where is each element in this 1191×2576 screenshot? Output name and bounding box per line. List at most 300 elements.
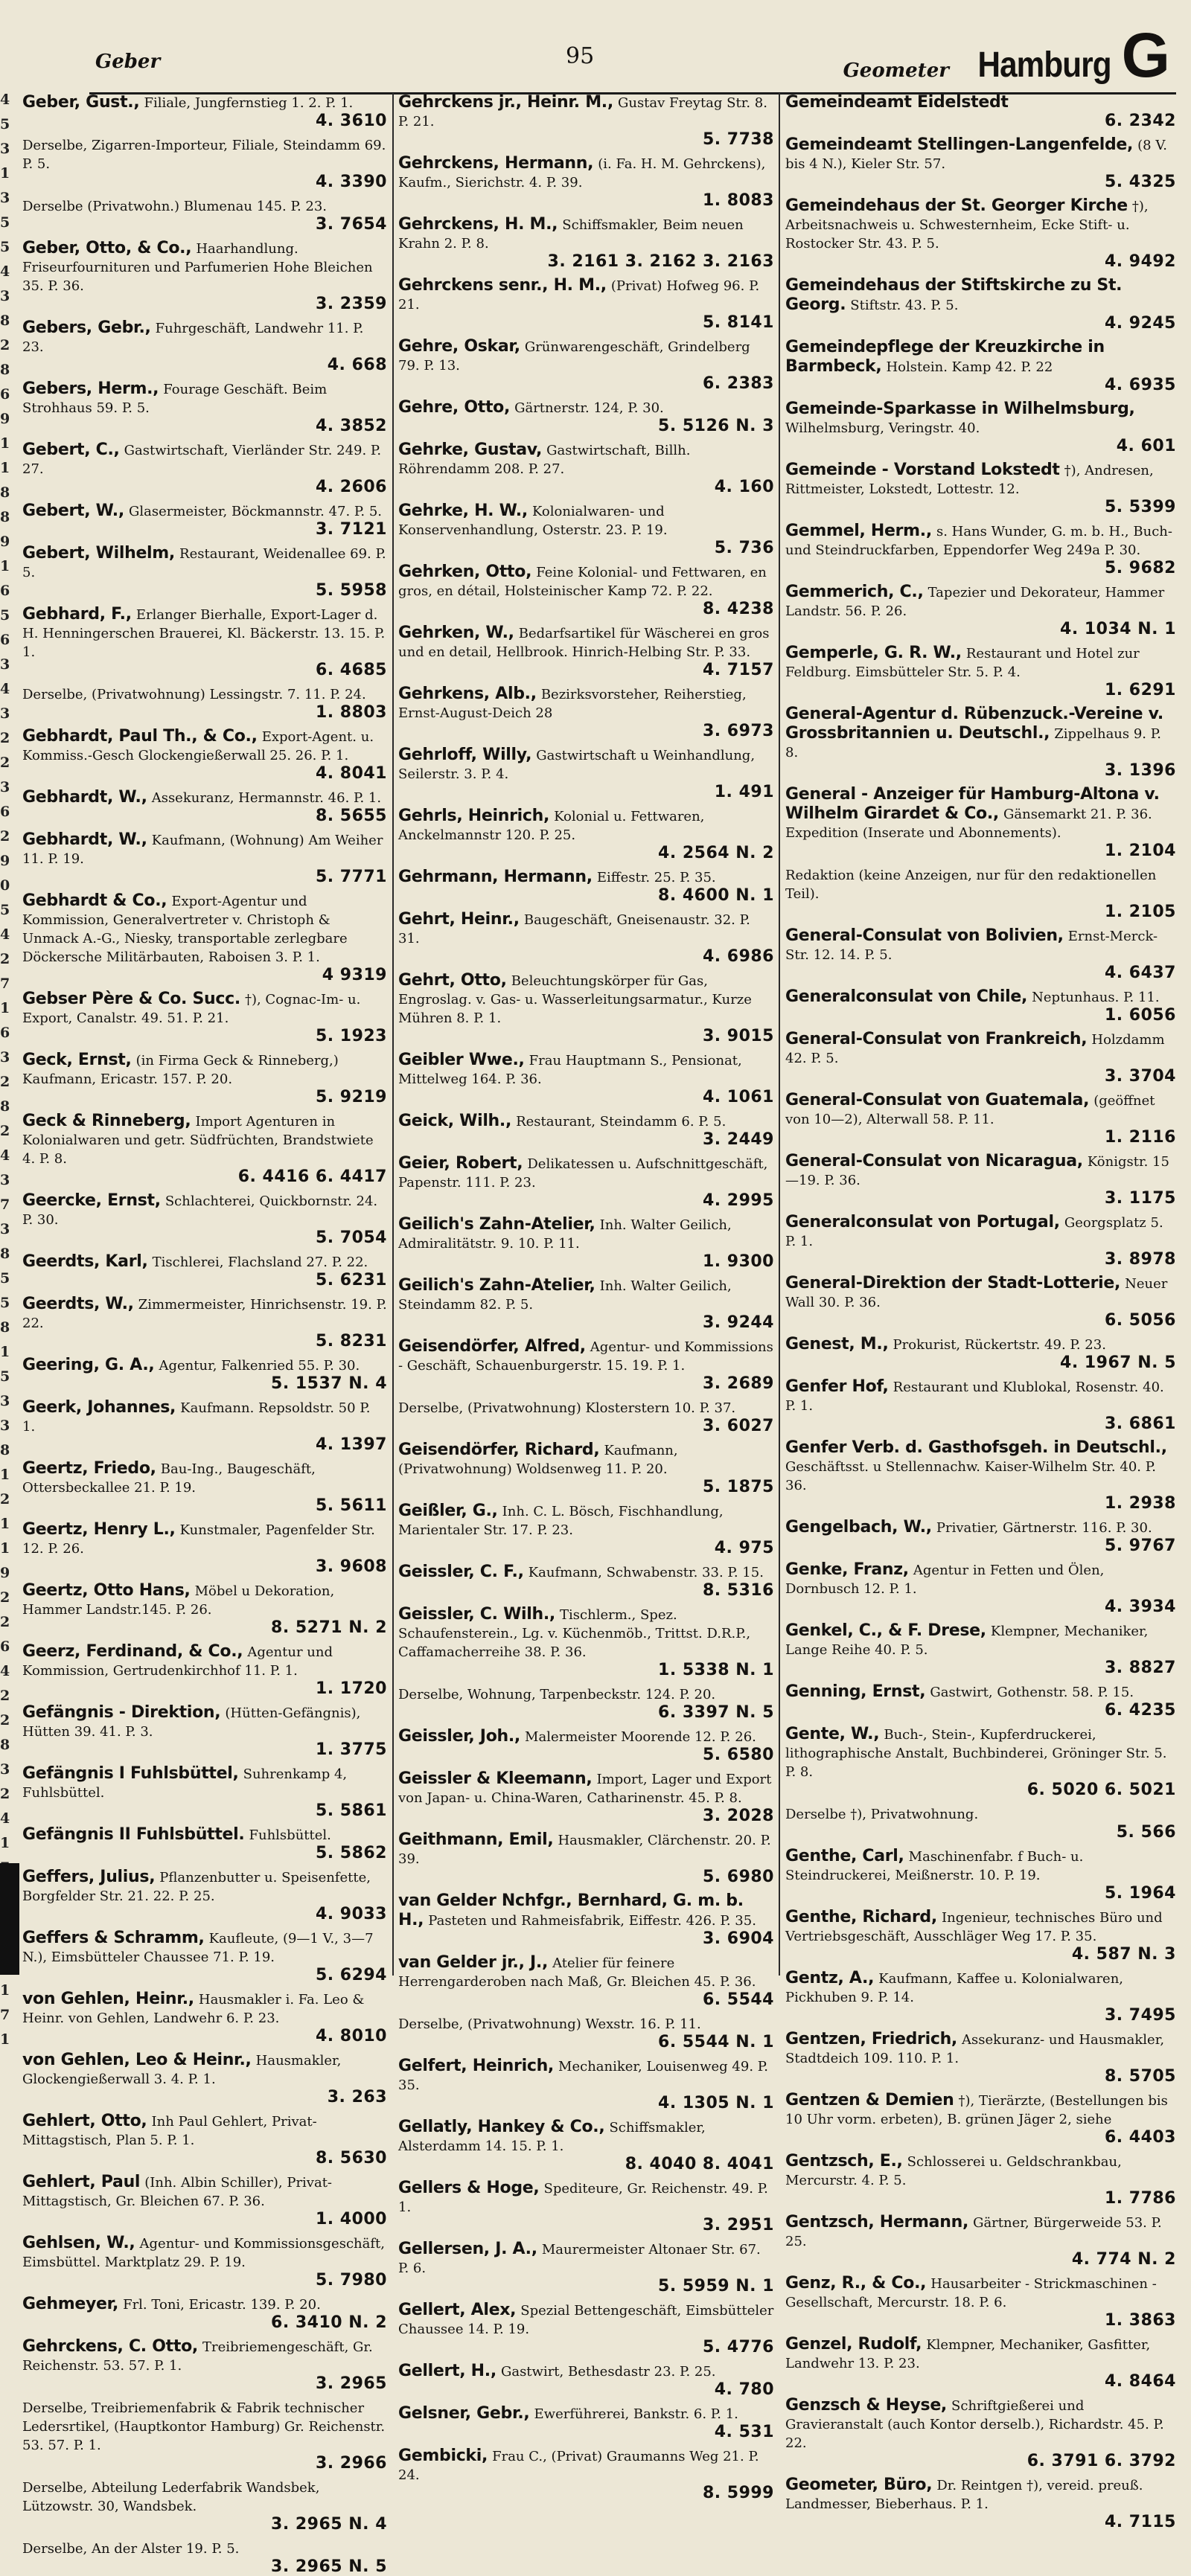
directory-entry (398, 1605, 774, 1679)
entry-name: Geck & Rinneberg, (22, 1112, 191, 1130)
entry-phone-number: 5. 4776 (702, 2338, 774, 2356)
entry-phone-number: 1. 6056 (1104, 1006, 1176, 1025)
margin-fragment: 1 (0, 1467, 10, 1483)
directory-entry (398, 807, 774, 862)
margin-fragment: 3 (0, 1393, 10, 1409)
entry-detail: Fuhrgeschäft, Landwehr 11. P. 23. (22, 321, 364, 355)
directory-entry (22, 379, 387, 435)
entry-phone-number: 6. 3791 6. 3792 (1026, 2452, 1176, 2470)
entry-name: Geering, G. A., (22, 1356, 155, 1374)
margin-fragment: 4 (0, 681, 10, 697)
margin-fragment: 3 (0, 190, 10, 206)
entry-detail: s. Hans Wunder, G. m. b. H., Buch- und Steindruckfarben, Eppendorfer Weg 249a P. 30. (785, 524, 1172, 558)
entry-detail: Fuhlsbüttel. (249, 1827, 331, 1843)
directory-entry (22, 2051, 387, 2106)
entry-name: Geilich's Zahn-Atelier, (398, 1215, 596, 1234)
entry-name: Gehlsen, W., (22, 2234, 135, 2252)
entry-detail: Derselbe, Abteilung Lederfabrik Wandsbek, Lützowstr. 30, Wandsbek. (22, 2480, 320, 2514)
entry-phone-number: 4. 6437 (1104, 964, 1176, 982)
entry-phone-number: 4. 160 (714, 478, 774, 496)
directory-entry (22, 685, 387, 722)
entry-name: Gebers, Gebr., (22, 318, 151, 337)
entry-detail: (in Firma Geck & Rinneberg,) Kaufmann, Ericastr. 157. P. 20. (22, 1053, 339, 1087)
entry-phone-number: 6. 5020 6. 5021 (1026, 1781, 1176, 1799)
directory-entry (22, 2398, 387, 2473)
directory-entry (398, 2057, 774, 2112)
directory-entry (398, 2404, 774, 2441)
directory-entry (398, 563, 774, 618)
entry-phone-number: 3. 7121 (315, 520, 387, 539)
entry-detail: Eiffestr. 25. P. 35. (596, 870, 716, 885)
entry-phone-number: 5. 5399 (1104, 498, 1176, 516)
entry-name: von Gehlen, Heinr., (22, 1990, 194, 2008)
entry-detail: Agentur- und Kommissionsgeschäft, Eimsbüttel. Marktplatz 29. P. 19. (22, 2236, 385, 2270)
entry-name: Geissler, Joh., (398, 1727, 520, 1746)
margin-fragment: 5 (0, 1295, 10, 1311)
entry-detail: Restaurant, Steindamm 6. P. 5. (516, 1114, 727, 1130)
directory-entry (22, 440, 387, 496)
entry-phone-number: 4. 7157 (702, 661, 774, 679)
entry-name: Gemmel, Herm., (785, 522, 932, 540)
entry-name: Gente, W., (785, 1725, 880, 1743)
entry-phone-number: 8. 5630 (315, 2149, 387, 2168)
margin-fragment: 8 (0, 509, 10, 525)
entry-detail: Gastwirt, Gothenstr. 58. P. 15. (930, 1685, 1134, 1700)
margin-fragment: 1 (0, 1000, 10, 1016)
directory-entry (398, 1502, 774, 1557)
directory-entry (785, 338, 1176, 394)
directory-entry (22, 1764, 387, 1820)
entry-name: Gelsner, Gebr., (398, 2404, 530, 2423)
entry-detail: Frl. Toni, Ericastr. 139. P. 20. (123, 2297, 321, 2313)
entry-phone-number: 3. 9015 (702, 1027, 774, 1045)
directory-entry (22, 502, 387, 539)
entry-name: Gehrmann, Hermann, (398, 868, 593, 886)
entry-phone-number: 8. 5271 N. 2 (271, 1618, 387, 1637)
margin-fragment: 2 (0, 337, 10, 353)
entry-detail: Schriftgießerei und Gravieranstalt (auch Kontor derselb.), Richardstr. 45. P. 22. (785, 2398, 1164, 2451)
entry-name: Gehlert, Otto, (22, 2112, 147, 2130)
entry-phone-number: 1. 2104 (1104, 842, 1176, 860)
entry-name: General-Consulat von Nicaragua, (785, 1152, 1083, 1170)
entry-detail: Agentur- und Kommissions - Geschäft, Schauenburgerstr. 15. 19. P. 1. (398, 1339, 773, 1374)
directory-entry (398, 1154, 774, 1210)
margin-fragment: 3 (0, 288, 10, 304)
entry-name: Geertz, Henry L., (22, 1520, 176, 1539)
entry-phone-number: 3. 2161 3. 2162 3. 2163 (547, 252, 774, 271)
entry-name: Gehmeyer, (22, 2295, 119, 2313)
entry-detail: Fourage Geschäft. Beim Strohhaus 59. P. 5. (22, 382, 328, 416)
column-2 (398, 93, 774, 2502)
directory-entry (22, 891, 387, 984)
entry-detail: Derselbe, (Privatwohnung) Wexstr. 16. P. 11. (398, 2016, 701, 2032)
entry-detail: Haarhandlung. Friseurfournituren und Parfumerien Hohe Bleichen 35. P. 36. (22, 241, 373, 294)
margin-fragment: 8 (0, 1098, 10, 1115)
entry-phone-number: 3. 2965 (315, 2374, 387, 2393)
entry-detail: Pflanzenbutter u. Speisenfette, Borgfelder Str. 21. 22. P. 25. (22, 1870, 371, 1904)
entry-name: Geissler, C. Wilh., (398, 1605, 555, 1624)
entry-phone-number: 4. 8041 (315, 764, 387, 783)
margin-fragment: 9 (0, 534, 10, 550)
directory-entry (398, 154, 774, 210)
entry-phone-number: 3. 2028 (702, 1807, 774, 1825)
entry-detail: Bau-Ing., Baugeschäft, Ottersbeckallee 21. P. 19. (22, 1461, 316, 1496)
entry-name: Geisendörfer, Richard, (398, 1441, 600, 1459)
entry-name: Geibler Wwe., (398, 1051, 525, 1069)
directory-entry (22, 2173, 387, 2229)
entry-detail: Kolonialwaren- und Konservenhandlung, Osterstr. 23. P. 19. (398, 504, 668, 538)
entry-detail: Bedarfsartikel für Wäscherei en gros und en detail, Hellbrook. Hinrich-Helbing Str. P. 33. (398, 626, 770, 660)
entry-name: Gehrke, Gustav, (398, 440, 543, 459)
directory-entry (785, 1621, 1176, 1677)
margin-fragment: 8 (0, 1319, 10, 1336)
entry-detail: Glasermeister, Böckmannstr. 47. P. 5. (128, 504, 383, 519)
entry-phone-number: 3. 2966 (315, 2454, 387, 2473)
directory-entry (22, 1459, 387, 1515)
entry-detail: Import Agenturen in Kolonialwaren und getr. Südfrüchten, Brandstwiete 4. P. 8. (22, 1114, 374, 1167)
entry-name: Gemeinde - Vorstand Lokstedt (785, 461, 1060, 479)
directory-entry (398, 2179, 774, 2234)
entry-name: Generalconsulat von Chile, (785, 987, 1028, 1006)
directory-entry (22, 1398, 387, 1454)
entry-name: Geertz, Otto Hans, (22, 1581, 191, 1600)
margin-fragment: 2 (0, 1786, 10, 1802)
entry-phone-number: 3. 2359 (315, 295, 387, 313)
entry-phone-number: 6. 4403 (1104, 2128, 1176, 2147)
entry-detail: Beleuchtungskörper für Gas, Engroslag. v. Gas- u. Wasserleitungsarmatur., Kurze Mühren 8. P. 1. (398, 973, 752, 1026)
entry-phone-number: 4. 3852 (315, 417, 387, 435)
margin-fragment: 5 (0, 239, 10, 255)
entry-detail: Suhrenkamp 4, Fuhlsbüttel. (22, 1766, 348, 1801)
entry-phone-number: 8. 4600 N. 1 (658, 886, 774, 905)
directory-entry (398, 624, 774, 679)
directory-entry (785, 1518, 1176, 1555)
entry-name: Geffers & Schramm, (22, 1929, 205, 1947)
entry-phone-number: 5. 4325 (1104, 173, 1176, 191)
header-right (843, 20, 1170, 90)
entry-detail: Geschäftsst. u Stellennachw. Kaiser-Wilhelm Str. 40. P. 36. (785, 1459, 1156, 1493)
margin-fragment: 1 (0, 558, 10, 574)
margin-fragment: 4 (0, 1810, 10, 1827)
entry-name: Geffers, Julius, (22, 1868, 156, 1886)
entry-detail: Filiale, Jungfernstieg 1. 2. P. 1. (144, 95, 354, 111)
entry-name: Geerz, Ferdinand, & Co., (22, 1642, 243, 1661)
entry-phone-number: 1. 6291 (1104, 681, 1176, 699)
directory-entry (785, 2091, 1176, 2147)
directory-entry (785, 1804, 1176, 1842)
margin-fragment: 8 (0, 362, 10, 378)
entry-detail: Georgsplatz 5. P. 1. (785, 1215, 1163, 1249)
entry-name: Gemeindehaus der St. Georger Kirche (785, 196, 1128, 215)
margin-fragment: 9 (0, 1565, 10, 1581)
margin-fragment: 8 (0, 1246, 10, 1262)
entry-detail: Pasteten und Rahmeisfabrik, Eiffestr. 426. P. 35. (428, 1913, 756, 1929)
entry-detail: Neuer Wall 30. P. 36. (785, 1276, 1168, 1310)
directory-entry (398, 337, 774, 393)
entry-detail: Klempner, Mechaniker, Gasfitter, Landwehr 13. P. 23. (785, 2337, 1151, 2371)
entry-name: Gebhardt, W., (22, 830, 147, 849)
entry-detail: Gärtner, Bürgerweide 53. P. 25. (785, 2215, 1162, 2249)
entry-phone-number: 1. 491 (714, 783, 774, 801)
entry-name: Gehrls, Heinrich, (398, 807, 550, 825)
entry-name: Gemmerich, C., (785, 583, 924, 601)
entry-phone-number: 6. 2342 (1104, 112, 1176, 130)
entry-phone-number: 6. 4685 (315, 661, 387, 679)
entry-phone-number: 8. 5316 (702, 1581, 774, 1600)
entry-name: Geertz, Friedo, (22, 1459, 156, 1478)
entry-phone-number: 1. 3775 (315, 1740, 387, 1759)
entry-phone-number: 4. 780 (714, 2380, 774, 2399)
entry-name: Gengelbach, W., (785, 1518, 932, 1537)
margin-fragment: 2 (0, 1123, 10, 1139)
header-letter: G (1121, 20, 1170, 90)
entry-name: Gellert, Alex, (398, 2301, 517, 2319)
entry-name: Geerk, Johannes, (22, 1398, 176, 1417)
entry-detail: (i. Fa. H. M. Gehrckens), Kaufm., Sierichstr. 4. P. 39. (398, 156, 766, 190)
entry-detail: Malermeister Moorende 12. P. 26. (525, 1729, 756, 1745)
entry-phone-number: 5. 8141 (702, 313, 774, 332)
directory-entry (22, 2337, 387, 2393)
directory-entry (785, 785, 1176, 860)
directory-entry (785, 1908, 1176, 1964)
column-divider (779, 93, 780, 1976)
entry-phone-number: 5. 6580 (702, 1746, 774, 1764)
entry-phone-number: 8. 5999 (702, 2484, 774, 2502)
directory-entry (22, 1356, 387, 1393)
entry-phone-number: 3. 6861 (1104, 1414, 1176, 1433)
margin-fragment: 4 (0, 1147, 10, 1164)
directory-entry (785, 705, 1176, 780)
entry-name: Genest, M., (785, 1335, 889, 1353)
margin-fragment: 7 (0, 1196, 10, 1213)
directory-entry (22, 1191, 387, 1247)
entry-name: Gellert, H., (398, 2362, 496, 2380)
entry-detail: Delikatessen u. Aufschnittgeschäft, Papenstr. 111. P. 23. (398, 1156, 768, 1191)
directory-entry (785, 1682, 1176, 1720)
entry-detail: Derselbe †), Privatwohnung. (785, 1807, 979, 1822)
entry-detail: Gastwirt, Bethesdastr 23. P. 25. (500, 2364, 716, 2380)
entry-phone-number: 3. 2689 (702, 1374, 774, 1393)
margin-fragment: 2 (0, 1074, 10, 1090)
entry-name: Gehrkens, Alb., (398, 685, 537, 703)
directory-entry (22, 1703, 387, 1759)
margin-fragment: 2 (0, 1614, 10, 1630)
entry-detail: (Privat) Hofweg 96. P. 21. (398, 278, 760, 313)
entry-detail: Kaufmann. Repsoldstr. 50 P. 1. (22, 1400, 371, 1435)
entry-detail: †), Arbeitsnachweis u. Schwesternheim, Ecke Stift- u. Rostocker Str. 43. P. 5. (785, 199, 1149, 251)
entry-detail: (8 V. bis 4 N.), Kieler Str. 57. (785, 138, 1167, 172)
entry-detail: Hausarbeiter - Strickmaschinen - Gesellschaft, Mercurstr. 18. P. 6. (785, 2276, 1157, 2310)
entry-name: Gehrckens, H. M., (398, 215, 558, 234)
margin-fragment: 8 (0, 1442, 10, 1458)
entry-detail: Königstr. 15—19. P. 36. (785, 1154, 1169, 1188)
entry-detail: Hausmakler, Glockengießerwall 3. 4. P. 1. (22, 2053, 342, 2087)
entry-phone-number: 4. 1061 (702, 1088, 774, 1106)
entry-detail: Frau C., (Privat) Graumanns Weg 21. P. 24. (398, 2449, 759, 2483)
entry-phone-number: 4. 9033 (315, 1905, 387, 1923)
directory-entry (22, 1642, 387, 1698)
entry-phone-number: 5. 1875 (702, 1478, 774, 1496)
directory-entry (785, 522, 1176, 577)
margin-fragment: 3 (0, 656, 10, 673)
entry-phone-number: 5. 9767 (1104, 1537, 1176, 1555)
entry-phone-number: 5. 9219 (315, 1088, 387, 1106)
entry-detail: Derselbe, Zigarren-Importeur, Filiale, Steindamm 69. P. 5. (22, 138, 386, 172)
entry-detail: Ernst-Merck-Str. 12. 14. P. 5. (785, 929, 1158, 963)
entry-detail: Kolonial u. Fettwaren, Anckelmannstr 120. P. 25. (398, 809, 705, 843)
margin-fragment: 2 (0, 1589, 10, 1606)
entry-detail: Hausmakler i. Fa. Leo & Heinr. von Gehlen, Landwehr 6. P. 23. (22, 1992, 365, 2026)
directory-entry (22, 2478, 387, 2534)
margin-fragment: 3 (0, 1049, 10, 1066)
header-left-keyword: Geber (95, 51, 161, 73)
margin-fragment: 7 (0, 975, 10, 992)
directory-entry (22, 239, 387, 313)
directory-entry (785, 2274, 1176, 2330)
entry-detail: Derselbe, Wohnung, Tarpenbeckstr. 124. P. 20. (398, 1687, 716, 1702)
margin-fragment: 3 (0, 1172, 10, 1188)
margin-fragment: 8 (0, 484, 10, 501)
entry-phone-number: 5. 7771 (315, 868, 387, 886)
directory-entry (785, 1377, 1176, 1433)
margin-fragment: 1 (0, 1516, 10, 1532)
entry-name: Gentzen & Demien (785, 2091, 954, 2109)
margin-fragment: 8 (0, 1737, 10, 1753)
directory-entry (398, 1051, 774, 1106)
directory-entry (398, 2240, 774, 2295)
entry-detail: Gärtnerstr. 124, P. 30. (514, 400, 664, 416)
entry-phone-number: 3. 7495 (1104, 2006, 1176, 2025)
entry-detail: Restaurant, Weidenallee 69. P. 5. (22, 546, 386, 580)
directory-entry (398, 2118, 774, 2173)
entry-detail: Gustav Freytag Str. 8. P. 21. (398, 95, 767, 129)
margin-fragment: 6 (0, 386, 10, 403)
entry-detail: Restaurant und Klublokal, Rosenstr. 40. P. 1. (785, 1380, 1164, 1414)
entry-detail: Bezirksvorsteher, Reiherstieg, Ernst-August-Deich 28 (398, 687, 747, 721)
entry-detail: Maurermeister Altonaer Str. 67. P. 6. (398, 2242, 761, 2276)
entry-name: Gebers, Herm., (22, 379, 159, 398)
entry-name: Gemeindeamt Eidelstedt (785, 93, 1009, 112)
directory-entry (22, 1520, 387, 1576)
entry-phone-number: 3. 9608 (315, 1557, 387, 1576)
entry-name: Geier, Robert, (398, 1154, 523, 1173)
entry-detail: Möbel u Dekoration, Hammer Landstr.145. P. 26. (22, 1583, 335, 1618)
directory-entry (785, 461, 1176, 516)
entry-phone-number: 4. 587 N. 3 (1071, 1945, 1176, 1964)
entry-name: Gellersen, J. A., (398, 2240, 537, 2258)
entry-detail: Klempner, Mechaniker, Lange Reihe 40. P. 5. (785, 1624, 1149, 1658)
entry-name: Genfer Verb. d. Gasthofsgeh. in Deutschl., (785, 1438, 1167, 1457)
directory-entry (785, 1969, 1176, 2025)
entry-phone-number: 5. 1964 (1104, 1884, 1176, 1903)
directory-entry (22, 1990, 387, 2045)
entry-name: Genfer Hof, (785, 1377, 889, 1396)
directory-entry (785, 400, 1176, 455)
entry-name: Gehrckens, C. Otto, (22, 2337, 198, 2356)
entry-detail: Spediteure, Gr. Reichenstr. 49. P. 1. (398, 2181, 768, 2215)
entry-phone-number: 4. 3610 (315, 112, 387, 130)
entry-phone-number: 1. 1720 (315, 1679, 387, 1698)
entry-phone-number: 3. 9244 (702, 1313, 774, 1332)
entry-detail: Agentur in Fetten und Ölen, Dornbusch 12. P. 1. (785, 1563, 1105, 1597)
left-margin-fragments (0, 92, 16, 2048)
entry-name: Geithmann, Emil, (398, 1830, 554, 1849)
entry-name: Gemeindeamt Stellingen-Langenfelde, (785, 135, 1134, 154)
directory-entry (22, 2295, 387, 2332)
directory-entry (398, 1891, 774, 1948)
entry-name: van Gelder Nchfgr., Bernhard, G. m. b. H., (398, 1891, 744, 1929)
entry-detail: Neptunhaus. P. 11. (1032, 990, 1160, 1005)
directory-entry (785, 135, 1176, 191)
header-city: Hamburg (977, 45, 1111, 85)
entry-name: Gefängnis - Direktion, (22, 1703, 221, 1722)
directory-entry (785, 196, 1176, 271)
entry-detail: Holzdamm 42. P. 5. (785, 1032, 1165, 1066)
entry-phone-number: 6. 5544 (702, 1990, 774, 2009)
entry-phone-number: 3. 6904 (702, 1929, 774, 1948)
directory-entry (398, 1563, 774, 1600)
entry-phone-number: 1. 2938 (1104, 1494, 1176, 1513)
margin-fragment: 9 (0, 411, 10, 427)
entry-phone-number: 5. 6294 (315, 1966, 387, 1984)
entry-detail: Gastwirtschaft, Billh. Röhrendamm 208. P. 27. (398, 443, 691, 477)
margin-fragment: 3 (0, 779, 10, 795)
margin-fragment: 3 (0, 1417, 10, 1434)
directory-entry (398, 1441, 774, 1496)
entry-name: Gebert, W., (22, 502, 124, 520)
entry-name: Geilich's Zahn-Atelier, (398, 1276, 596, 1295)
entry-name: Gemeinde-Sparkasse in Wilhelmsburg, (785, 400, 1135, 418)
entry-phone-number: 6. 3397 N. 5 (658, 1703, 774, 1722)
directory-entry (398, 910, 774, 966)
entry-phone-number: 3. 1396 (1104, 761, 1176, 780)
entry-phone-number: 8. 4040 8. 4041 (625, 2155, 774, 2173)
directory-entry (398, 440, 774, 496)
entry-detail: Tischlerm., Spez. Schaufensterein., Lg. v. Küchenmöb., Trittst. D.R.P., Caffamacherreihe 38. P. 36. (398, 1607, 751, 1660)
entry-phone-number: 4 9319 (322, 966, 387, 984)
entry-detail: Feine Kolonial- und Fettwaren, en gros, en détail, Holsteinischer Kamp 72. P. 22. (398, 565, 767, 599)
entry-detail: Schiffsmakler, Beim neuen Krahn 2. P. 8. (398, 217, 744, 251)
entry-phone-number: 6. 5056 (1104, 1311, 1176, 1330)
entry-phone-number: 3. 6027 (702, 1417, 774, 1435)
margin-fragment: 3 (0, 1761, 10, 1778)
directory-entry (22, 196, 387, 234)
directory-entry (22, 990, 387, 1045)
directory-entry (22, 1825, 387, 1862)
entry-phone-number: 1. 2105 (1104, 903, 1176, 921)
entry-detail: Schiffsmakler, Alsterdamm 14. 15. P. 1. (398, 2120, 706, 2154)
entry-detail: Maschinenfabr. f Buch- u. Steindruckerei, Meißnerstr. 10. P. 19. (785, 1849, 1084, 1883)
margin-fragment: 1 (0, 165, 10, 182)
entry-name: Gehlert, Paul (22, 2173, 141, 2191)
entry-name: Gebser Père & Co. Succ. (22, 990, 240, 1008)
directory-entry (785, 2335, 1176, 2391)
entry-phone-number: 1. 5338 N. 1 (658, 1661, 774, 1679)
entry-phone-number: 4. 1305 N. 1 (658, 2094, 774, 2112)
entry-name: Genning, Ernst, (785, 1682, 926, 1701)
entry-phone-number: 4. 3390 (315, 173, 387, 191)
directory-entry (398, 1953, 774, 2009)
entry-name: Genthe, Carl, (785, 1847, 904, 1865)
entry-phone-number: 8. 5705 (1104, 2067, 1176, 2086)
directory-entry (398, 215, 774, 271)
entry-phone-number: 4. 9245 (1104, 314, 1176, 333)
entry-name: Gebhardt, Paul Th., & Co., (22, 727, 258, 746)
entry-name: General-Consulat von Bolivien, (785, 926, 1064, 945)
entry-phone-number: 4. 6986 (702, 947, 774, 966)
entry-phone-number: 5. 5861 (315, 1801, 387, 1820)
entry-detail: Derselbe (Privatwohn.) Blumenau 145. P. 23. (22, 199, 328, 214)
